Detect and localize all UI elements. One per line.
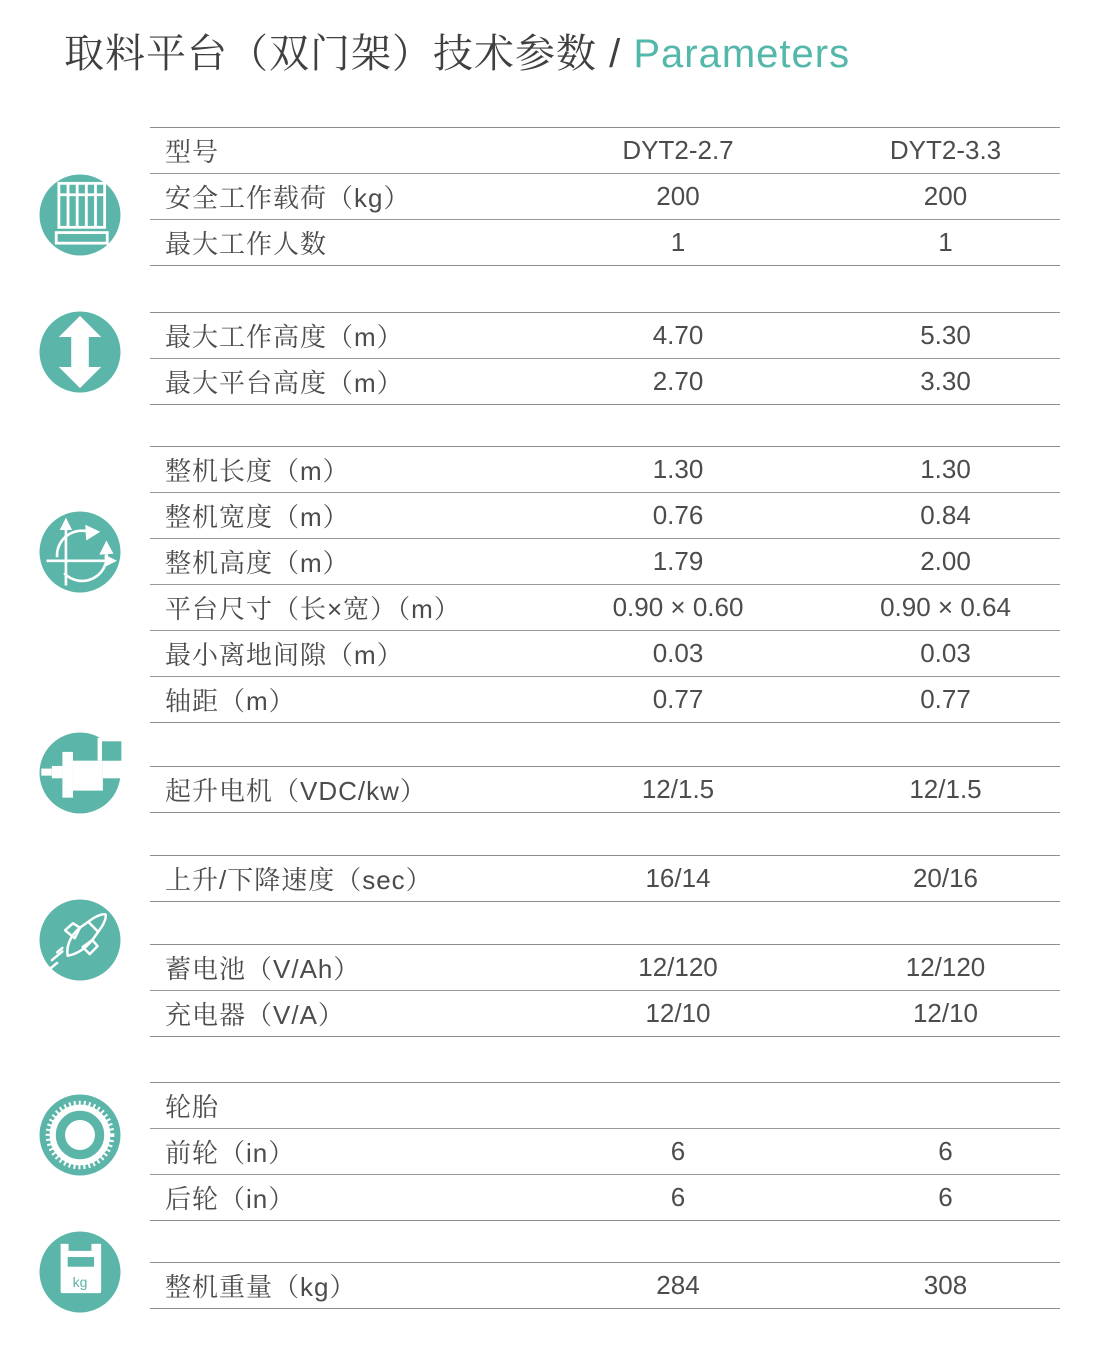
spec-block-weight (150, 1262, 1060, 1309)
row-value-2: 0.84 (920, 500, 971, 530)
spec-block-speed (150, 855, 1060, 902)
title-separator: / (597, 32, 634, 76)
row-label: 最大工作高度（m） (165, 322, 404, 352)
row-value-2: 0.90 × 0.64 (880, 592, 1011, 622)
row-label: 前轮（in） (165, 1138, 296, 1168)
row-value-1: 200 (656, 181, 700, 211)
platform-load-icon (36, 171, 124, 259)
row-value-2: 12/120 (905, 952, 986, 982)
row-label: 最大工作人数 (165, 229, 328, 259)
table-row (150, 173, 1060, 219)
table-row (150, 945, 1060, 990)
row-value-1: 284 (656, 1270, 700, 1300)
row-label: 轮胎 (165, 1092, 220, 1122)
row-value-2: 0.77 (920, 684, 971, 714)
row-label: 轴距（m） (165, 686, 296, 716)
table-row (150, 767, 1060, 812)
table-row (150, 676, 1060, 722)
table-row (150, 1128, 1060, 1174)
row-value-2: DYT2-3.3 (889, 135, 1002, 165)
table-row (150, 128, 1060, 173)
row-value-1: 0.77 (652, 684, 704, 714)
table-row (150, 990, 1060, 1036)
table-row (150, 358, 1060, 404)
row-value-2: 1 (938, 227, 953, 257)
row-label: 上升/下降速度（sec） (165, 865, 433, 895)
table-row (150, 584, 1060, 630)
spec-block-dimensions (150, 446, 1060, 723)
page-title-zh: 取料平台（双门架）技术参数 (64, 32, 597, 76)
table-row (150, 1174, 1060, 1220)
row-label: 蓄电池（V/Ah） (165, 954, 361, 984)
table-row (150, 1083, 1060, 1128)
row-value-2: 6 (938, 1136, 953, 1166)
spec-block-motor (150, 766, 1060, 813)
row-value-2: 308 (923, 1270, 968, 1300)
row-value-2: 200 (923, 181, 968, 211)
weight-unit-label: kg (72, 1273, 88, 1290)
row-value-2: 12/10 (912, 998, 979, 1028)
spec-block-model (150, 127, 1060, 266)
table-row (150, 630, 1060, 676)
row-value-2: 12/1.5 (909, 774, 982, 804)
row-value-1: 4.70 (652, 320, 704, 350)
dimensions-axes-icon (36, 508, 124, 596)
page-title (64, 22, 850, 79)
row-value-1: 16/14 (645, 863, 711, 893)
row-value-1: 1.30 (652, 454, 704, 484)
row-label: 起升电机（VDC/kw） (165, 776, 427, 806)
table-row (150, 856, 1060, 901)
spec-block-tires (150, 1082, 1060, 1221)
row-value-1: 12/120 (638, 952, 718, 982)
table-row (150, 538, 1060, 584)
motor-icon (36, 729, 124, 817)
row-value-2: 2.00 (920, 546, 971, 576)
row-value-2: 20/16 (912, 863, 979, 893)
row-label: 最小离地间隙（m） (165, 640, 404, 670)
row-value-1: 6 (670, 1182, 686, 1212)
row-label: 后轮（in） (165, 1184, 296, 1214)
row-label: 整机宽度（m） (165, 502, 350, 532)
rocket-icon (36, 896, 124, 984)
table-row (150, 492, 1060, 538)
row-label: 型号 (165, 137, 220, 167)
row-label: 充电器（V/A） (165, 1000, 345, 1030)
table-row (150, 313, 1060, 358)
page-title-en: Parameters (633, 32, 851, 76)
spec-block-height (150, 312, 1060, 405)
row-value-1: 0.76 (652, 500, 704, 530)
row-value-2: 6 (938, 1182, 953, 1212)
row-value-1: 1 (670, 227, 686, 257)
row-value-1: 2.70 (652, 366, 704, 396)
row-label: 整机重量（kg） (165, 1272, 357, 1302)
row-value-2: 3.30 (920, 366, 971, 396)
table-row (150, 447, 1060, 492)
row-label: 安全工作载荷（kg） (165, 183, 411, 213)
row-value-1: DYT2-2.7 (622, 135, 734, 165)
row-value-1: 12/10 (645, 998, 711, 1028)
row-label: 整机高度（m） (165, 548, 350, 578)
row-value-2: 1.30 (920, 454, 971, 484)
weight-icon (36, 1228, 124, 1316)
table-row (150, 1263, 1060, 1308)
row-label: 整机长度（m） (165, 456, 350, 486)
row-value-1: 6 (670, 1136, 686, 1166)
row-value-1: 1.79 (652, 546, 704, 576)
row-label: 平台尺寸（长×宽）（m） (165, 594, 461, 624)
spec-block-battery (150, 944, 1060, 1037)
row-value-1: 0.90 × 0.60 (612, 592, 744, 622)
row-value-2: 0.03 (920, 638, 971, 668)
tire-icon (36, 1091, 124, 1179)
height-range-icon (36, 308, 124, 396)
row-value-1: 0.03 (652, 638, 704, 668)
row-value-1: 12/1.5 (641, 774, 715, 804)
row-label: 最大平台高度（m） (165, 368, 404, 398)
table-row (150, 219, 1060, 265)
row-value-2: 5.30 (920, 320, 971, 350)
